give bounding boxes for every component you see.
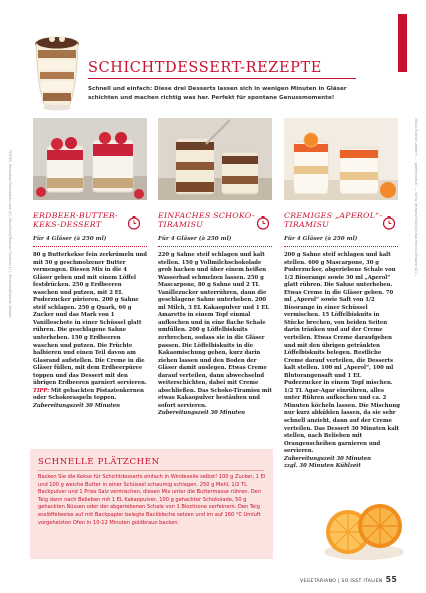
recipe-instructions: 80 g Butterkekse fein zerkrümeln und mit 50 g geschmolzener Butter vermengen. Diesen Mix in die 4 Gläser geben und mit einem Löffel festdrücken. 250 g Erdbeeren waschen und putzen, mit 2 EL Puderzucker pürieren. 200 g Sahne steif schlagen. 250 g Quark, 60 g Zucker und das Mark von 1 Vanilleschote in einer Schüssel glatt rühren. Die geschlagene Sahne unterheben. 150 g Erdbeeren waschen und putzen. Die Früchte halbieren und einen Teil davon am Glasrand aufstellen. Die Creme in die Gläser füllen, mit dem Erdbeerpüree toppen und das Dessert mit den übrigen Erdbeeren garniert servieren. [33, 252, 147, 387]
strawberry-dessert-photo [33, 118, 147, 200]
orange-slices-image [318, 486, 408, 564]
photo-credit-text: FOTOS: Gefunden/iStockphoto.com (2), StockFood/Teubner Foodfoto (1); Stockfood/Sabine Löhnert [8, 150, 12, 318]
recipe-body-choco-tiramisu [158, 252, 274, 418]
hero-dessert-glass-image [26, 30, 88, 112]
photo-credit-right [413, 118, 418, 378]
page-edge-tab [398, 14, 407, 72]
intro-text: Schnell und einfach: Diese drei Desserts lassen sich in wenigen Minuten in Gläser schichten und machen richtig was her. Perfekt für spontane Genussmomente! [88, 86, 347, 101]
recipe-instructions: 220 g Sahne steif schlagen und kalt stellen. 150 g Vollmilchschokolade grob hacken und über einem heißen Wasserbad schmelzen lassen. 250 g Mascarpone, 80 g Sahne und 2 TL Vanillezucker unterrühren, dann die geschlagene Sahne unterheben. 200 ml Milch, 3 EL Kakaopulver und 1 EL Amaretto in einem Topf einmal aufkochen und in eine flache Schale umfüllen. 200 g Löffelbiskuits zerbrechen, sodass sie in die Gläser passen. Die Löffelbiskuits in die Kakaomischung geben, kurz darin ziehen lassen und den Boden der Gläser damit auslegen. Etwas Creme darauf verteilen, dann abwechselnd weiterschichten, dabei mit Creme abschließen. Das Schoko-Tiramisu mit etwas Kakaopulver bestäuben und sofort servieren. [158, 252, 272, 409]
recipe-title-aperol-tiramisu [284, 211, 382, 229]
timer-icon [382, 215, 396, 230]
recipe-servings: Für 4 Gläser (à 250 ml) [158, 236, 232, 242]
recipe-title-choco-tiramisu [158, 211, 255, 229]
recipe-servings: Für 4 Gläser (à 250 ml) [284, 236, 358, 242]
recipe-title-line: EINFACHES SCHOKO- [158, 211, 255, 220]
page-footer [300, 575, 397, 584]
tipp-text: Mit gehackten Pistazienkernen oder Schokoraspeln toppen. [33, 387, 144, 402]
box-title: SCHNELLE PLÄTZCHEN [38, 457, 160, 467]
recipe-divider [158, 246, 272, 247]
magazine-name: VEGETARIANO | SO ISST ITALIEN [300, 579, 383, 584]
photo-credit-left [7, 150, 12, 570]
aperol-tiramisu-photo [284, 118, 398, 200]
recipe-divider [284, 246, 398, 247]
box-text: Backen Sie die Kekse für Schichtdesserts einfach in Windeseile selbst! 100 g Zucker, 1 Ei und 100 g weiche Butter in einer Schüssel schaumig schlagen. 250 g Mehl, 1/2 TL Backpulver und 1 Prise Salz vermischen, diesen Mix unter die Buttermasse rühren. Den Teig dann nach Belieben mit 1 EL Kakaopulver, 100 g gehackter Schokolade, 50 g gehackten Nüssen oder der abgeriebenen Schale von 1 Biozitrone verfeinern. Den Teig esslöffelweise auf mit Backpapier belegte Backbleche setzen und im auf 160 °C Umluft vorgeheizten Ofen in 10-12 Minuten goldbraun backen. [38, 474, 266, 526]
recipe-instructions: 200 g Sahne steif schlagen und kalt stellen. 400 g Mascarpone, 30 g Puderzucker, abgeriebene Schale von 1/2 Bioorange sowie 30 ml „Aperol“ glatt rühren. Die Sahne unterheben. Etwas Creme in die Gläser geben. 70 ml „Aperol“ sowie Saft von 1/2 Bioorange in einer Schüssel vermischen. 15 Löffelbiskuits in Stücke brechen, von beiden Seiten darin tränken und auf der Creme verteilen. Etwas Creme daraufgeben und mit den übrigen getränkten Löffelbiskuits belegen. Restliche Creme darauf verteilen, die Desserts kalt stellen. 100 ml „Aperol“, 100 ml Blutorangensaft und 1 EL Puderzucker in einem Topf mischen. 1/2 TL Agar-Agar einrühren, alles unter Rühren aufkochen und ca. 2 Minuten köcheln lassen. Die Mischung nur kurz abkühlen lassen, da sie sehr schnell anzieht, dann auf der Creme verteilen. Das Dessert 30 Minuten kalt stellen, nach Belieben mit Orangenscheiben garnieren und servieren. [284, 252, 400, 455]
recipe-title-line: TIRAMISU [284, 220, 330, 229]
tipp-label: TIPP: [33, 387, 50, 394]
chill-time: zzgl. 30 Minuten Kühlzeit [284, 463, 361, 470]
title-divider [88, 78, 356, 79]
timer-icon [256, 215, 270, 230]
prep-time: Zubereitungszeit 30 Minuten [284, 455, 371, 462]
chocolate-tiramisu-photo [158, 118, 272, 200]
recipe-title-line: ERDBEER-BUTTER- [33, 211, 118, 220]
recipe-body-aperol-tiramisu [284, 252, 400, 471]
recipe-title-line: TIRAMISU [158, 220, 204, 229]
recipe-servings: Für 4 Gläser (à 250 ml) [33, 236, 107, 242]
photo-credit-right-text: iStock/Sabine Löhnert: ...: gunfire/stock: ..., Getty Images/iStock/Joshua Resnick/Edwina (2)/... [414, 118, 418, 277]
prep-time: Zubereitungszeit 30 Minuten [158, 410, 245, 417]
recipe-title-line: KEKS-DESSERT [33, 220, 102, 229]
recipe-divider [33, 246, 147, 247]
recipe-title-line: CREMIGES „APEROL“- [284, 211, 383, 220]
page-number: 55 [385, 575, 398, 584]
timer-icon [127, 215, 141, 230]
box-divider [38, 470, 264, 471]
page-title: SCHICHTDESSERT-REZEPTE [88, 60, 322, 76]
recipe-title-strawberry [33, 211, 118, 229]
prep-time: Zubereitungszeit 30 Minuten [33, 402, 120, 409]
recipe-body-strawberry [33, 252, 147, 410]
